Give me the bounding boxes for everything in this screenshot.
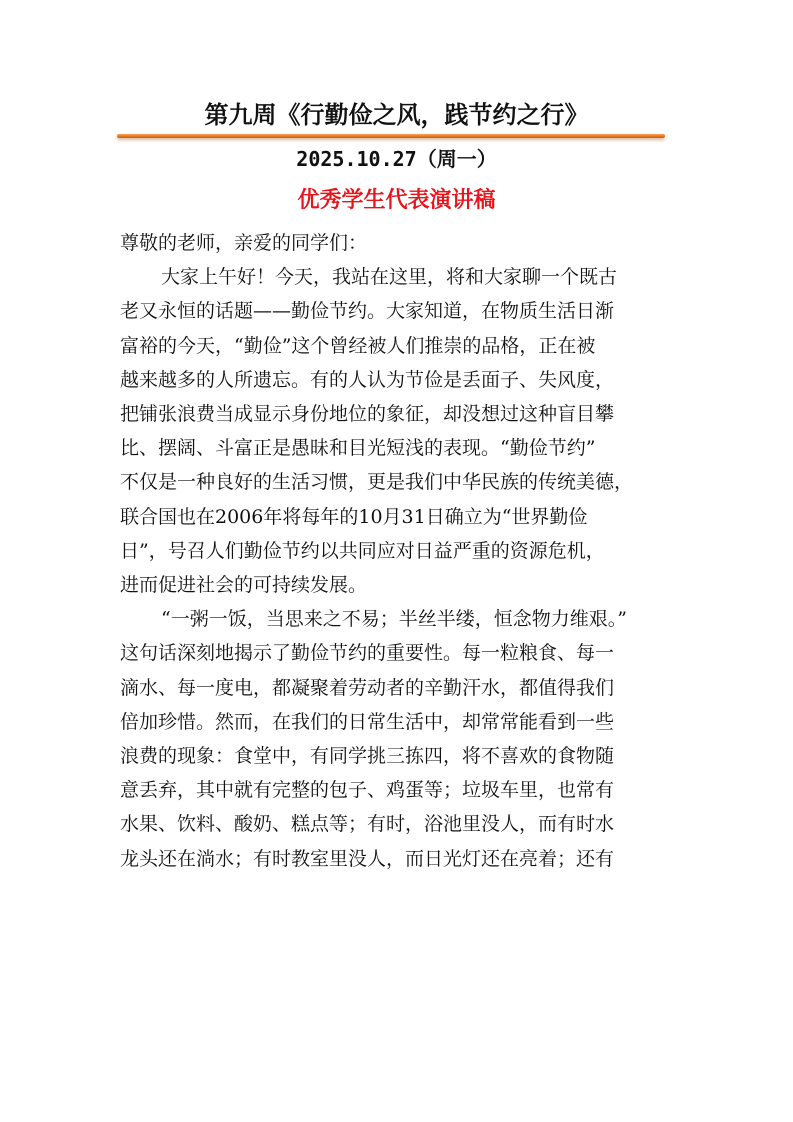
text-line: 把铺张浪费当成显示身份地位的象征，却没想过这种盲目攀	[120, 403, 615, 426]
text-line: “一粥一饭，当思来之不易；半丝半缕，恒念物力维艰。”	[161, 608, 627, 631]
text-line: 大家上午好！今天，我站在这里，将和大家聊一个既古	[161, 266, 618, 289]
text-line: 进而促进社会的可持续发展。	[120, 574, 368, 597]
text-line: 倍加珍惜。然而，在我们的日常生活中，却常常能看到一些	[120, 710, 615, 733]
document-date: 2025.10.27（周一）	[296, 147, 497, 171]
text-line: 富裕的今天，“勤俭”这个曾经被人们推崇的品格，正在被	[120, 334, 596, 357]
text-line: 滴水、每一度电，都凝聚着劳动者的辛勤汗水，都值得我们	[120, 676, 615, 699]
text-line: 比、摆阔、斗富正是愚昧和目光短浅的表现。“勤俭节约”	[120, 437, 596, 460]
text-line: 尊敬的老师，亲爱的同学们：	[120, 232, 368, 254]
text-line: 不仅是一种良好的生活习惯，更是我们中华民族的传统美德，	[120, 471, 634, 494]
title-underline	[117, 134, 665, 138]
text-line: 水果、饮料、酸奶、糕点等；有时，浴池里没人，而有时水	[120, 813, 615, 836]
text-line: 联合国也在2006年将每年的10月31日确立为“世界勤俭	[120, 505, 588, 528]
text-line: 越来越多的人所遗忘。有的人认为节俭是丢面子、失风度，	[120, 368, 615, 391]
text-line: 浪费的现象：食堂中，有同学挑三拣四，将不喜欢的食物随	[120, 745, 615, 768]
text-line: 老又永恒的话题——勤俭节约。大家知道，在物质生活日渐	[120, 300, 615, 323]
text-line: 日”，号召人们勤俭节约以共同应对日益严重的资源危机，	[120, 539, 605, 562]
text-line: 意丢弃，其中就有完整的包子、鸡蛋等；垃圾车里，也常有	[120, 779, 615, 802]
document-subtitle: 优秀学生代表演讲稿	[297, 188, 496, 213]
document-title: 第九周《行勤俭之风，践节约之行》	[204, 101, 589, 129]
text-line: 这句话深刻地揭示了勤俭节约的重要性。每一粒粮食、每一	[120, 642, 615, 665]
text-line: 龙头还在淌水；有时教室里没人，而日光灯还在亮着；还有	[120, 847, 615, 870]
speech-body	[120, 226, 680, 876]
